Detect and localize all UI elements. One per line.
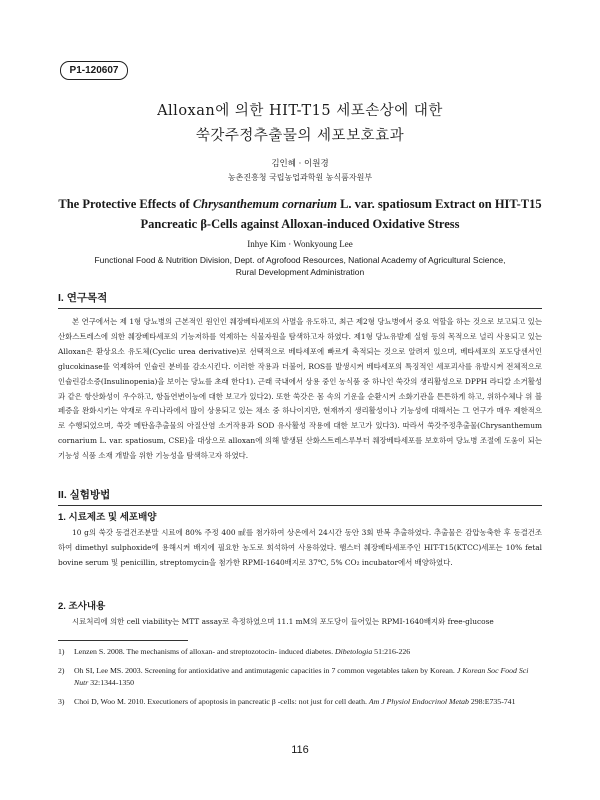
english-title-line-1 bbox=[30, 196, 570, 213]
footnote-number: 3) bbox=[58, 696, 65, 706]
korean-title-line-1: Alloxan에 의한 HIT-T15 세포손상에 대한 bbox=[157, 103, 443, 119]
footnote-item bbox=[58, 646, 542, 659]
section-1-rule bbox=[58, 308, 542, 309]
subsection-2-body bbox=[58, 615, 542, 630]
footnote-pages: 298:E735-741 bbox=[468, 696, 516, 706]
footnote-text: Choi D, Woo M. 2010. Executioners of apoptosis in pancreatic β -cells: not just for cell death. bbox=[74, 696, 369, 706]
footnote-journal: Am J Physiol Endocrinol Metab bbox=[368, 696, 469, 706]
page-number: 116 bbox=[291, 744, 309, 756]
english-affiliation-line-2: Rural Development Administration bbox=[235, 267, 365, 277]
korean-authors: 김인혜 · 이원경 bbox=[271, 159, 329, 169]
footnote-journal: J Korean Soc Food Sci Nutr bbox=[74, 665, 529, 687]
english-authors: Inhye Kim · Wonkyoung Lee bbox=[247, 239, 353, 249]
footnote-rule bbox=[58, 640, 188, 641]
english-title-part-a: The Protective Effects of bbox=[58, 197, 193, 211]
footnote-pages: 32:1344-1350 bbox=[88, 678, 135, 687]
subsection-2-heading: 2. 조사내용 bbox=[58, 601, 106, 612]
footnote-item bbox=[58, 696, 542, 709]
footnote-number: 2) bbox=[58, 665, 65, 675]
footnote-item bbox=[58, 665, 542, 690]
footnote-journal: Dibetologia bbox=[334, 647, 373, 656]
abstract-code-badge: P1-120607 bbox=[60, 61, 128, 80]
english-title-line-2: Pancreatic β-Cells against Alloxan-induced Oxidative Stress bbox=[140, 217, 460, 231]
section-1-paragraph: 본 연구에서는 제 1형 당뇨병의 근본적인 원인인 췌장베타세포의 사멸을 유도하고, 최근 제2형 당뇨병에서 중요 역할을 하는 것으로 보고되고 있는 산화스트레스에 의한 췌장베타세포의 기능저하를 억제하는 식물자원을 탐색하고자 하였다. 제1형 당뇨유발제 실험 등의 목적으로 널리 사용되고 있는 Alloxan은 환상요소 유도체(Cyclic urea derivative)로 선택적으로 베타세포에 빠르게 축적되는 것으로 알려져 있으며, 베타세포의 포도당센서인 glucokinase를 억제하여 인슐린 분비를 감소시킨다. 이러한 작용과 더불어, ROS를 발생시켜 베타세포의 특징적인 세포괴사를 유발시켜 전체적으로 인슐린감소증(Insulinopenia)을 보이는 당뇨를 초래 한다1). 근래 국내에서 상용 중인 농식품 중 하나인 쑥갓의 생리활성으로 DPPH 라디칼 소거활성과 같은 항산화성이 우수하고, 항돌연변이능에 대한 보고가 있다2). 또한 쑥갓은 몸 속의 기운을 순환시켜 소화기관을 튼튼하게 하고, 위하수체나 위 블페증을 완화시키는 약재로 우리나라에서 많이 상용되고 있는 채소 중 하나이지만, 현재까지 생리활성이나 기능성에 대해서는 그 연구가 매우 제한적으로 수행되었으며, 쑥갓 메탄올추출물의 아질산염 소거작용과 SOD 유사활성 작용에 대한 보고가 있다3). 따라서 쑥갓주정추출물(Chrysanthemum cornarium L. var. spatiosum, CSE)을 대상으로 alloxan에 의해 발생된 산화스트레스루부터 췌장베타세포를 보호하여 당뇨병 조절에 도움이 되는 기능성 식품 소재 개발을 위한 기능성을 탐색하고자 하였다. bbox=[58, 317, 542, 461]
subsection-1-paragraph: 10 g의 쑥갓 동결건조분말 시료에 80% 주정 400 ㎖를 첨가하여 상온에서 24시간 동안 3회 반복 추출하였다. 추출물은 감압농축한 후 동결건조하여 dimethyl sulphoxide에 용해시켜 배지에 필요한 농도로 희석하여 사용하였다. 햄스터 췌장베타세포주인 HIT-T15(KTCC)세포는 10% fetal bovine serum 및 penicillin, streptomycin을 첨가한 RPMI-1640배지로 37℃, 5% CO₂ incubator에서 배양하였다. bbox=[58, 528, 542, 567]
english-title-species: Chrysanthemum cornarium bbox=[192, 197, 337, 211]
english-title-part-c: L. var. spatiosum Extract on HIT-T15 bbox=[336, 197, 542, 211]
footnotes bbox=[58, 646, 542, 714]
subsection-1-heading: 1. 시료제조 및 세포배양 bbox=[58, 512, 157, 523]
section-2-heading: II. 실험방법 bbox=[58, 489, 111, 501]
section-1-heading: I. 연구목적 bbox=[58, 292, 108, 304]
english-affiliation-line-1: Functional Food & Nutrition Division, Dept. of Agrofood Resources, National Academy of Agricultural Science, bbox=[94, 255, 506, 265]
footnote-text: Lenzen S. 2008. The mechanisms of alloxan- and streptozotocin- induced diabetes. bbox=[74, 647, 335, 656]
section-2-rule bbox=[58, 505, 542, 506]
section-1-body bbox=[58, 315, 542, 464]
footnote-pages: 51:216-226 bbox=[372, 647, 411, 656]
korean-title-line-2: 쑥갓주정추출물의 세포보호효과 bbox=[195, 128, 405, 144]
footnote-text: Oh SI, Lee MS. 2003. Screening for antioxidative and antimutagenic capacities in 7 common vegetables taken by Korean. bbox=[74, 665, 457, 675]
subsection-1-body bbox=[58, 526, 542, 571]
subsection-2-paragraph: 시료처리에 의한 cell viability는 MTT assay로 측정하였으며 11.1 mM의 포도당이 들어있는 RPMI-1640배지와 free-glucose bbox=[72, 617, 494, 626]
korean-affiliation: 농촌진흥청 국립농업과학원 농식품자원부 bbox=[227, 173, 373, 182]
footnote-number: 1) bbox=[58, 647, 65, 656]
